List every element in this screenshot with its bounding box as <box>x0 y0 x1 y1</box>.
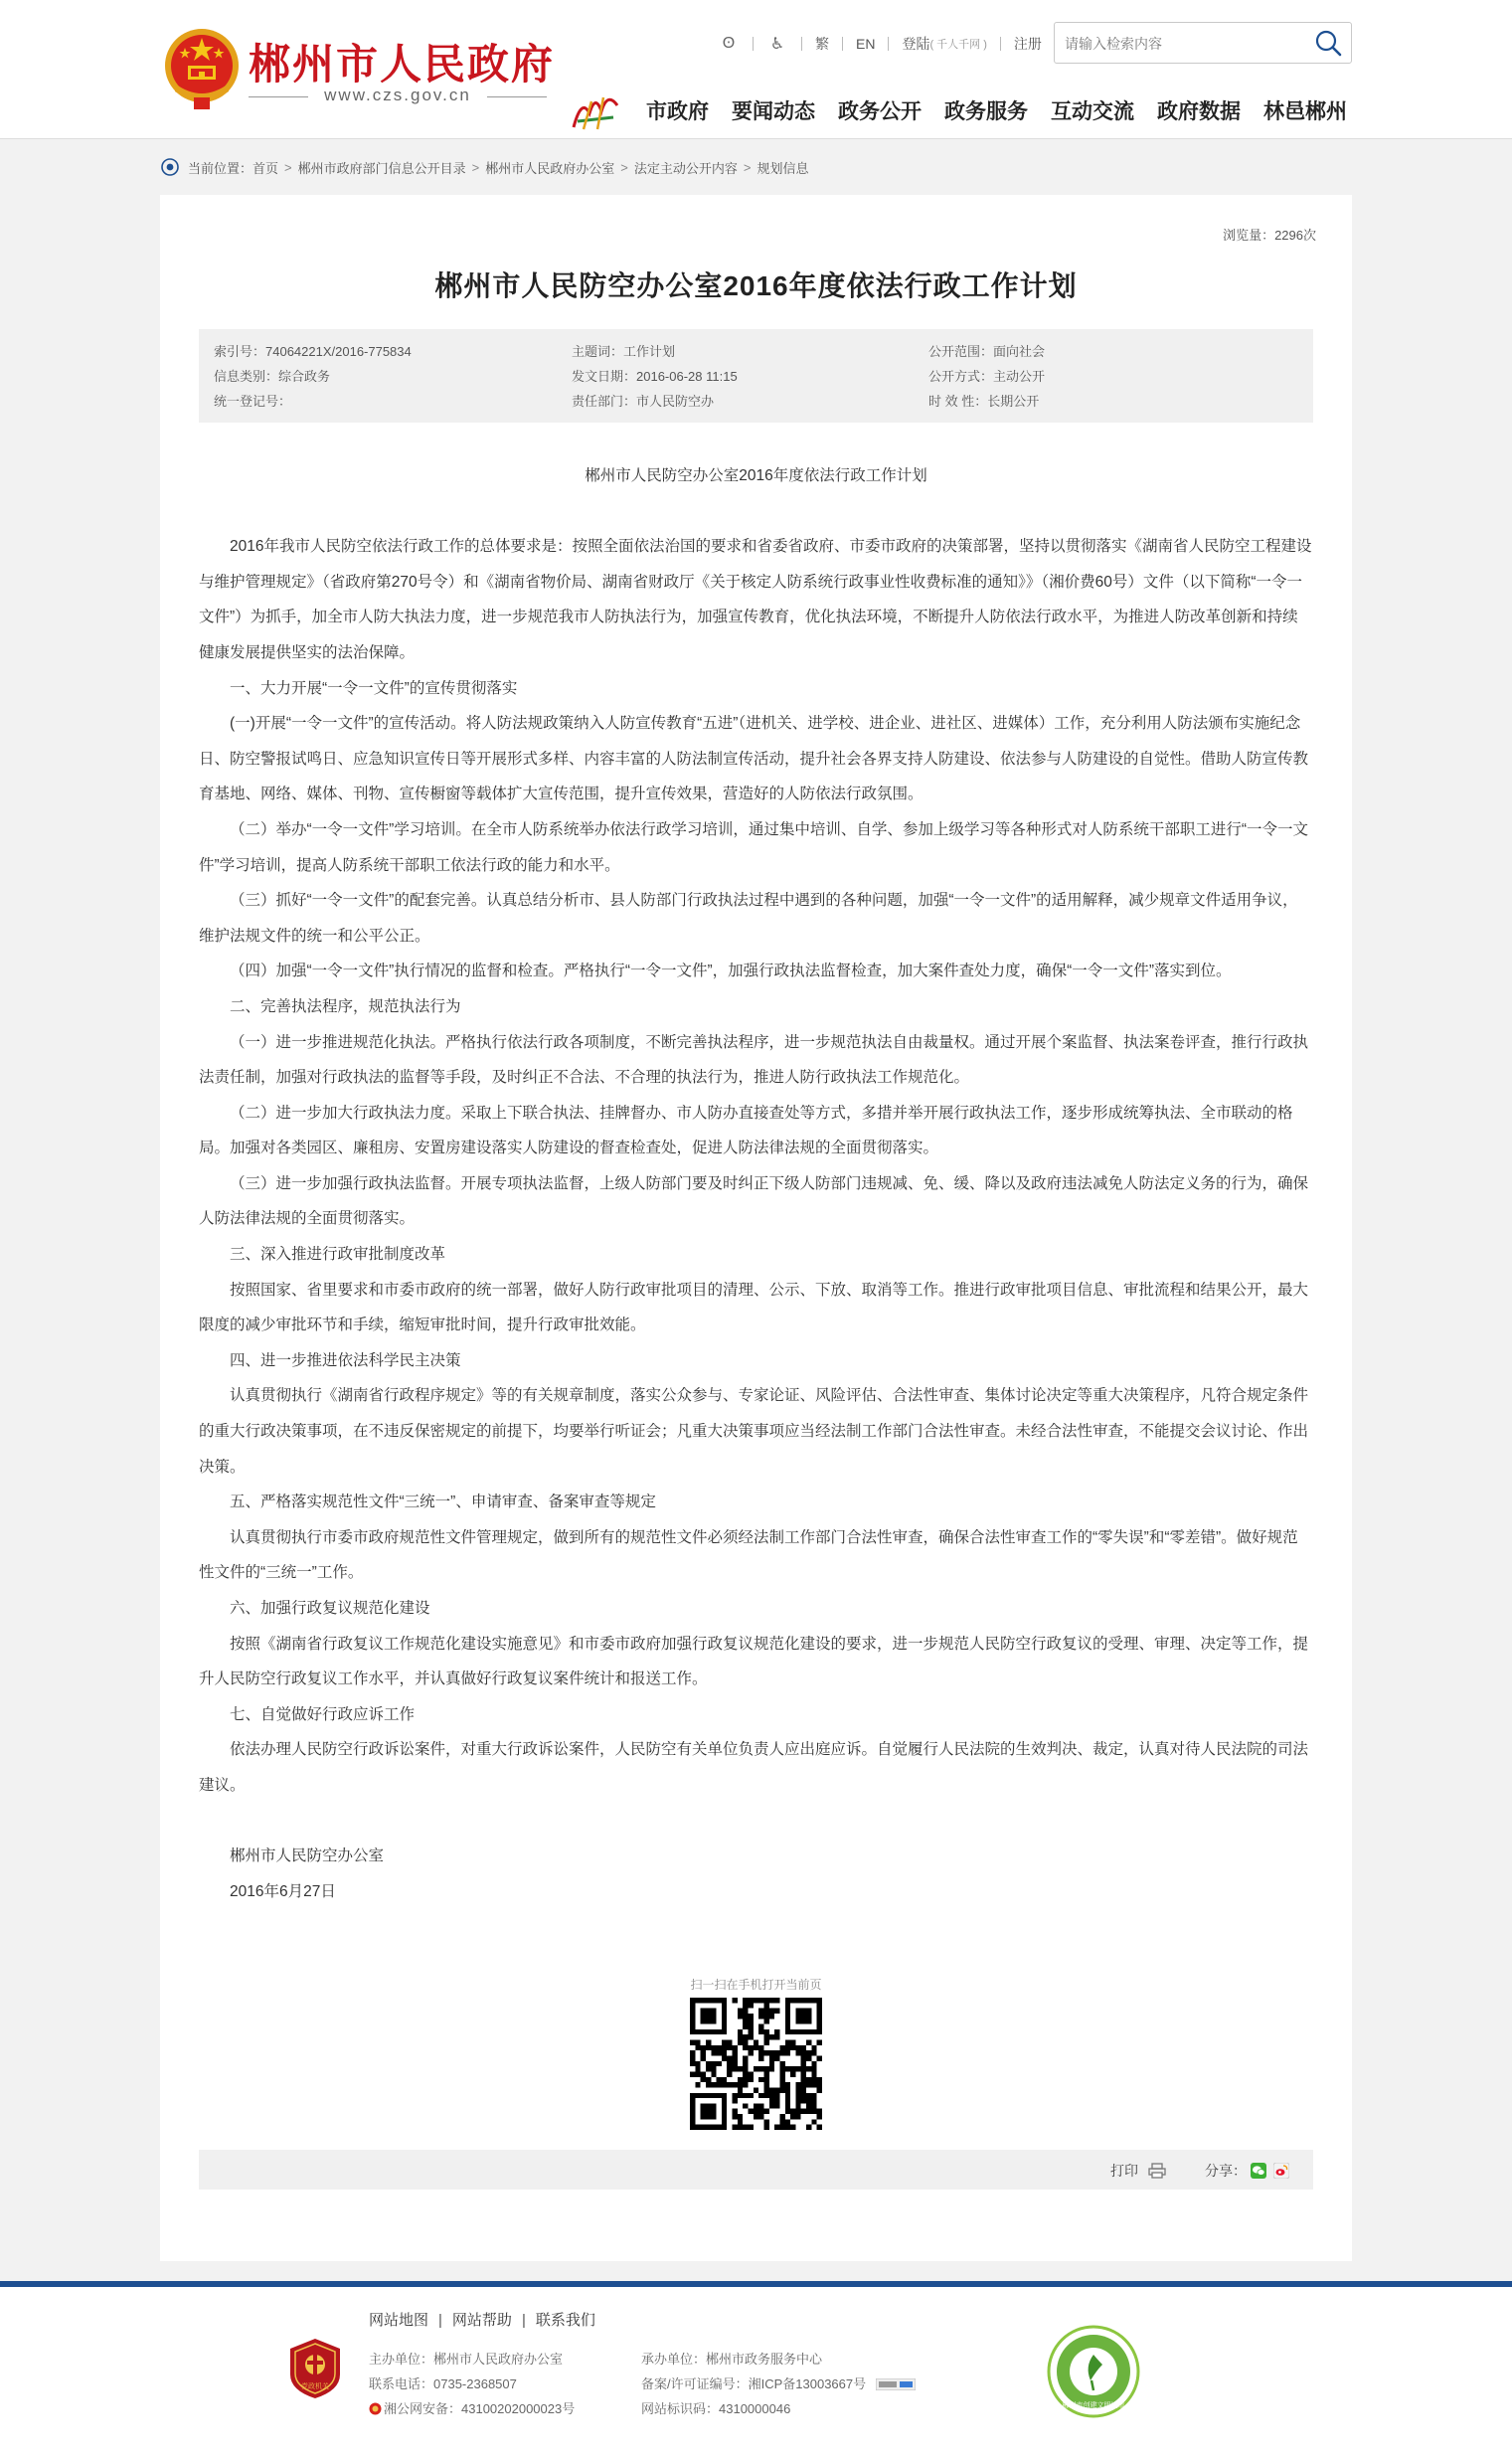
national-emblem-icon[interactable] <box>161 26 243 111</box>
search-button[interactable] <box>1313 29 1343 59</box>
breadcrumb-catalog[interactable]: 郴州市政府部门信息公开目录 <box>297 160 466 176</box>
main-nav <box>646 95 1370 127</box>
register-link[interactable]: 注册 <box>1013 36 1042 52</box>
footer-police-text: 湘公网安备：43100202000023号 <box>384 2401 576 2416</box>
nav-data[interactable]: 政府数据 <box>1157 100 1241 123</box>
paragraph: （三）抓好“一令一文件”的配套完善。认真总结分析市、县人防部门行政执法过程中遇到的各种问题，加强“一令一文件”的适用解释，减少规章文件适用争议，维护法规文件的统一和公平公正。 <box>199 892 1298 945</box>
print-button[interactable] <box>1110 2161 1166 2181</box>
print-label: 打印 <box>1110 2163 1138 2179</box>
meta-department: 责任部门：市人民防空办 <box>572 394 715 409</box>
section-heading: 六、加强行政复议规范化建设 <box>230 1600 430 1617</box>
article-meta <box>199 329 1313 423</box>
paragraph: 认真贯彻执行《湖南省行政程序规定》等的有关规章制度，落实公众参与、专家论证、风险评估、合法性审查、集体讨论决定等重大决策程序，凡符合规定条件的重大行政决策事项，在不违反保密规定的前提下，均要举行听证会；凡重大决策事项应当经法制工作部门合法性审查。未经合法性审查，不能提交会议讨论、作出决策。 <box>199 1387 1309 1476</box>
section-heading: 五、严格落实规范性文件“三统一”、申请审查、备案审查等规定 <box>230 1494 656 1511</box>
footer-icp <box>641 2373 916 2392</box>
footer-link-contact[interactable]: 联系我们 <box>535 2312 595 2329</box>
footer-host: 主办单位：郴州市人民政府办公室 <box>369 2352 564 2367</box>
english-link[interactable]: EN <box>856 36 876 52</box>
nav-services[interactable]: 政务服务 <box>944 100 1028 123</box>
site-name[interactable]: 郴州市人民政府 <box>249 40 556 88</box>
breadcrumb-planning[interactable]: 规划信息 <box>756 160 809 176</box>
search-box <box>1054 22 1352 64</box>
meta-index-no: 索引号：74064221X/2016-775834 <box>214 344 412 359</box>
nav-open-affairs[interactable]: 政务公开 <box>838 100 922 123</box>
paragraph: (一)开展“一令一文件”的宣传活动。将人防法规政策纳入人防宣传教育“五进”（进机关、进学校、进企业、进社区、进媒体）工作，充分利用人防法颁布实施纪念日、防空警报试鸣日、应急知识宣传日等开展形式多样、内容丰富的人防法制宣传活动，提升社会各界支持人防建设、依法参与人防建设的自觉性。借助人防宣传教育基地、网络、媒体、刊物、宣传橱窗等载体扩大宣传范围，提升宣传效果，营造好的人防依法行政氛围。 <box>199 715 1309 803</box>
login-note: ( 千人千网 ) <box>929 39 987 51</box>
paragraph: 按照《湖南省行政复议工作规范化建设实施意见》和市委市政府加强行政复议规范化建设的要求，进一步规范人民防空行政复议的受理、审理、决定等工作，提升人民防空行政复议工作水平，并认真做好行政复议案件统计和报送工作。 <box>199 1635 1309 1688</box>
city-logo-icon <box>570 88 621 131</box>
paragraph: 2016年我市人民防空依法行政工作的总体要求是：按照全面依法治国的要求和省委省政府、市委市政府的决策部署，坚持以贯彻落实《湖南省人民防空工程建设与维护管理规定》（省政府第270号令）和《湖南省物价局、湖南省财政厅《关于核定人防系统行政事业性收费标准的通知》》（湘价费60号）文件（以下简称“一令一文件”）为抓手，加全市人防大执法力度，进一步规范我市人防执法行为，加强宣传教育，优化执法环境，不断提升人防依法行政水平，为推进人防改革创新和持续健康发展提供坚实的法治保障。 <box>199 538 1312 661</box>
paragraph: 按照国家、省里要求和市委市政府的统一部署，做好人防行政审批项目的清理、公示、下放、取消等工作。推进行政审批项目信息、审批流程和结果公开，最大限度的减少审批环节和手续，缩短审批时间，提升行政审批效能。 <box>199 1281 1309 1334</box>
civil-badge-text: 郴州市创建文明城市 <box>1062 2401 1125 2409</box>
nav-interaction[interactable]: 互动交流 <box>1051 100 1134 123</box>
footer <box>0 2281 1512 2461</box>
doc-title: 郴州市人民防空办公室2016年度依法行政工作计划 <box>585 467 927 484</box>
breadcrumb: 当前位置： 首页 > 郴州市政府部门信息公开目录 > 郴州市人民政府办公室 > 法定主动公开内容 > 规划信息 <box>160 155 808 179</box>
accessibility-icon[interactable]: ♿ <box>769 36 785 53</box>
footer-phone: 联系电话：0735-2368507 <box>369 2376 517 2391</box>
meta-subject: 主题词：工作计划 <box>572 344 676 359</box>
meta-validity: 时 效 性：长期公开 <box>928 394 1040 409</box>
search-icon <box>1314 29 1342 57</box>
header <box>0 0 1512 139</box>
article-title: 郴州市人民防空办公室2016年度依法行政工作计划 <box>434 270 1078 301</box>
footer-links: 网站地图 | 网站帮助 | 联系我们 <box>369 2312 595 2329</box>
paragraph: （二）举办“一令一文件”学习培训。在全市人防系统举办依法行政学习培训，通过集中培训、自学、参加上级学习等各种形式对人防系统干部职工进行“一令一文件”学习培训，提高人防系统干部职工依法行政的能力和水平。 <box>199 820 1308 874</box>
police-badge-icon <box>369 2402 382 2415</box>
section-heading: 三、深入推进行政审批制度改革 <box>230 1246 446 1264</box>
meta-reg-no: 统一登记号： <box>214 394 292 409</box>
footer-icp-text: 备案/许可证编号：湘ICP备13003667号 <box>641 2376 867 2391</box>
top-links <box>718 32 1042 56</box>
paragraph: 依法办理人民防空行政诉讼案件，对重大行政诉讼案件，人民防空有关单位负责人应出庭应诉。自觉履行人民法院的生效判决、裁定，认真对待人民法院的司法建议。 <box>199 1741 1309 1794</box>
section-heading: 七、自觉做好行政应诉工作 <box>230 1705 416 1723</box>
article-container <box>160 195 1352 2261</box>
breadcrumb-legal-content[interactable]: 法定主动公开内容 <box>633 160 738 176</box>
meta-mode: 公开方式：主动公开 <box>928 369 1046 384</box>
location-pin-icon <box>160 157 180 177</box>
nav-news[interactable]: 要闻动态 <box>732 100 815 123</box>
paragraph: （四）加强“一令一文件”执行情况的监督和检查。严格执行“一令一文件”，加强行政执法监督检查，加大案件查处力度，确保“一令一文件”落实到位。 <box>230 963 1232 980</box>
breadcrumb-office[interactable]: 郴州市人民政府办公室 <box>485 160 615 176</box>
civilized-city-badge[interactable] <box>1047 2325 1140 2418</box>
section-heading: 四、进一步推进依法科学民主决策 <box>230 1351 461 1369</box>
weibo-share-icon[interactable] <box>1273 2163 1289 2179</box>
section-heading: 二、完善执法程序，规范执法行为 <box>230 997 461 1015</box>
share-area <box>1205 2161 1289 2181</box>
footer-link-sitemap[interactable]: 网站地图 <box>369 2312 429 2329</box>
site-url: www.czs.gov.cn <box>249 86 547 105</box>
article-toolbar <box>199 2150 1313 2190</box>
meta-category: 信息类别：综合政务 <box>214 369 331 384</box>
traditional-chinese-link[interactable]: 繁 <box>815 36 829 52</box>
qr-label: 扫一扫在手机打开当前页 <box>690 1978 822 1992</box>
footer-link-help[interactable]: 网站帮助 <box>451 2312 512 2329</box>
qr-code-icon <box>690 1998 822 2130</box>
badge-text: 党政机关 <box>301 2382 329 2390</box>
footer-police <box>369 2398 575 2417</box>
breadcrumb-home[interactable]: 首页 <box>252 160 279 176</box>
paragraph: （一）进一步推进规范化执法。严格执行依法行政各项制度，不断完善执法程序，进一步规范执法自由裁量权。通过开展个案监督、执法案卷评查，推行行政执法责任制，加强对行政执法的监督等手段，及时纠正不合法、不合理的执法行为，推进人防行政执法工作规范化。 <box>199 1033 1309 1087</box>
nav-government[interactable]: 市政府 <box>646 100 709 123</box>
login-link[interactable]: 登陆 <box>902 36 930 52</box>
section-heading: 一、大力开展“一令一文件”的宣传贯彻落实 <box>230 679 518 697</box>
cnzz-stat-icon[interactable] <box>876 2378 916 2390</box>
hearing-assist-icon[interactable]: ʘ <box>722 35 736 52</box>
wechat-share-icon[interactable] <box>1251 2163 1266 2179</box>
paragraph: 认真贯彻执行市委市政府规范性文件管理规定，做到所有的规范性文件必须经法制工作部门合法性审查，确保合法性审查工作的“零失误”和“零差错”。做好规范性文件的“三统一”工作。 <box>199 1528 1298 1582</box>
footer-organizer: 承办单位：郴州市政务服务中心 <box>641 2352 823 2367</box>
printer-icon <box>1148 2163 1166 2179</box>
meta-scope: 公开范围：面向社会 <box>928 344 1046 359</box>
nav-linyi-chenzhou[interactable]: 林邑郴州 <box>1263 100 1347 123</box>
party-government-badge[interactable] <box>288 2337 342 2400</box>
article-body <box>199 458 1313 1909</box>
view-count: 浏览量：2296次 <box>1223 228 1316 243</box>
search-input[interactable] <box>1065 32 1293 56</box>
paragraph: （三）进一步加强行政执法监督。开展专项执法监督，上级人防部门要及时纠正下级人防部门违规减、免、缓、降以及政府违法减免人防法定义务的行为，确保人防法律法规的全面贯彻落实。 <box>199 1174 1309 1228</box>
footer-site-id: 网站标识码：4310000046 <box>641 2401 791 2416</box>
sign-date: 2016年6月27日 <box>230 1882 336 1900</box>
share-label: 分享： <box>1205 2163 1247 2179</box>
breadcrumb-label: 当前位置： <box>188 160 253 176</box>
meta-publish-date: 发文日期：2016-06-28 11:15 <box>572 369 738 384</box>
paragraph: （二）进一步加大行政执法力度。采取上下联合执法、挂牌督办、市人防办直接查处等方式，多措并举开展行政执法工作，逐步形成统筹执法、全市联动的格局。加强对各类园区、廉租房、安置房建设落实人防建设的督查检查处，促进人防法律法规的全面贯彻落实。 <box>199 1104 1293 1157</box>
signature: 郴州市人民防空办公室 <box>230 1847 385 1865</box>
